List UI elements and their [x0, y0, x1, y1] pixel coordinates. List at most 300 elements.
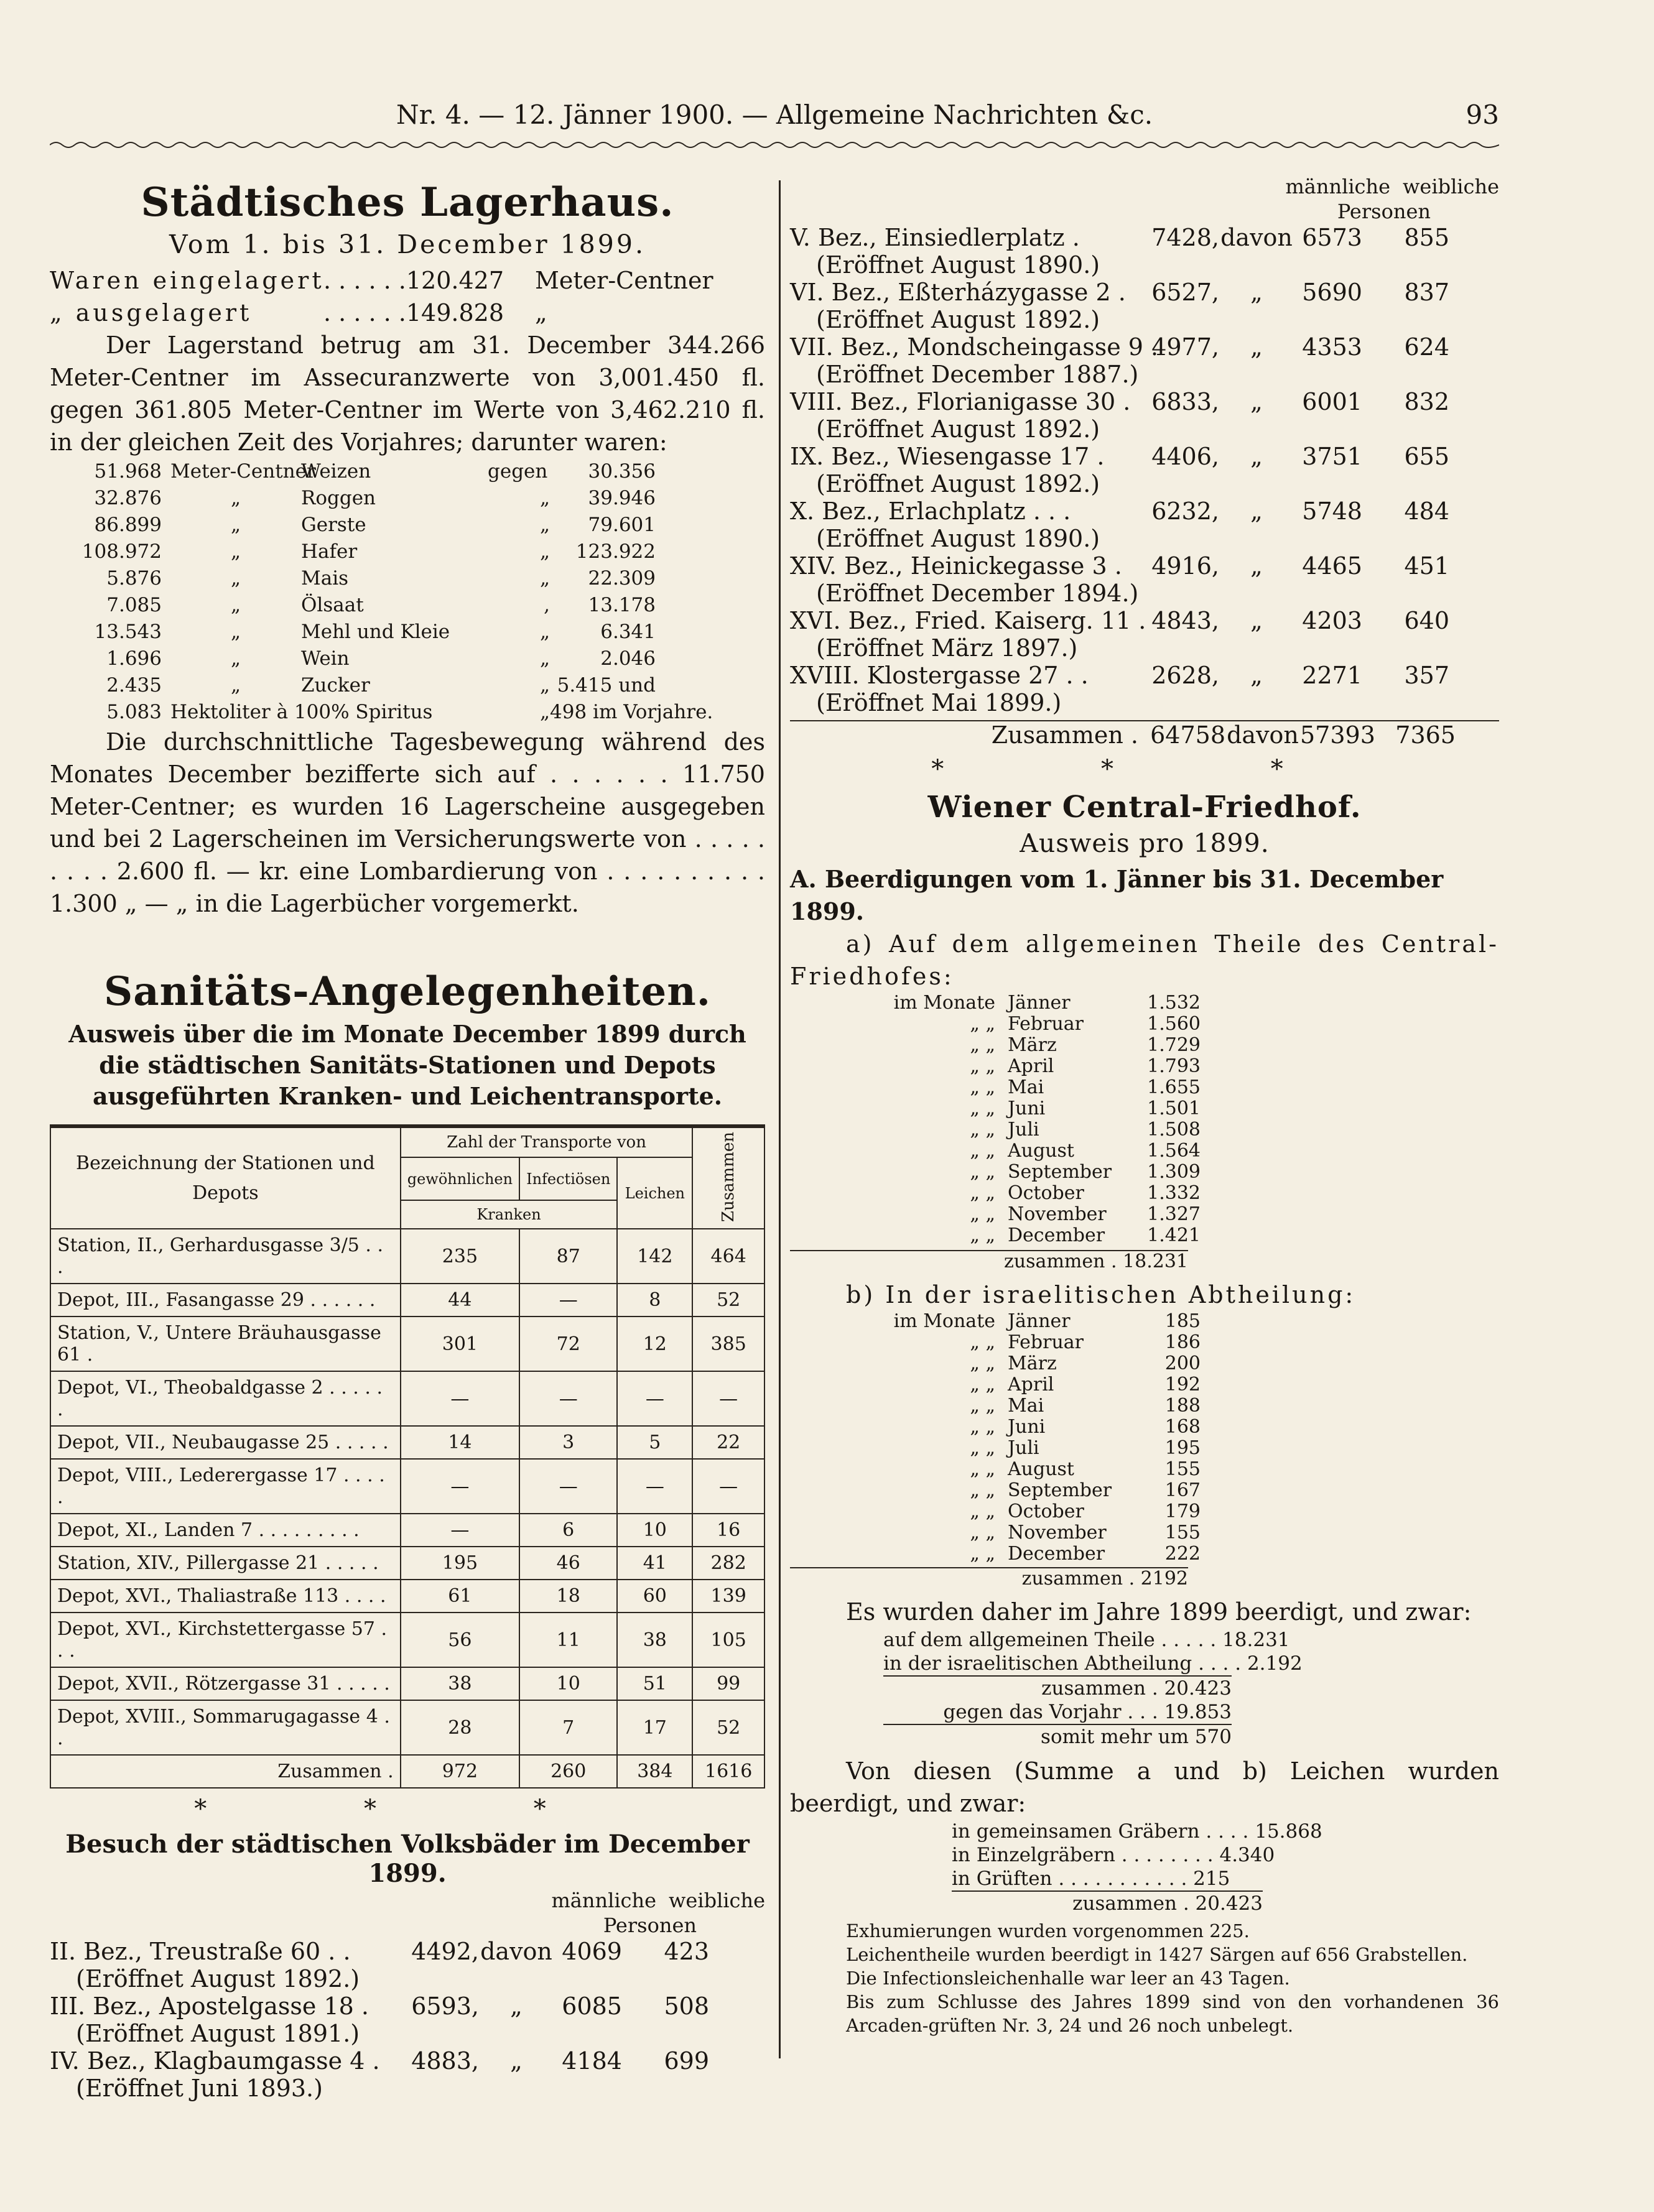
table-row [50, 1613, 764, 1667]
station-name: Depot, XVIII., Sommarugagasse 4 . . [50, 1700, 401, 1755]
baeder-h-m: männliche [551, 1889, 657, 1913]
bath-davon: „ [1250, 497, 1263, 525]
bath-total: 6833, [1151, 388, 1219, 415]
outtake-line [50, 297, 765, 329]
friedhof-total-head: Es wurden daher im Jahre 1899 beerdigt, und zwar: [846, 1598, 1472, 1626]
lagerhaus-paragraph-2: Die durchschnittliche Tagesbewegung während des Monates December bezifferte sich auf . . . . . . 11.750 Meter-Centner; es wurden 16 Lagerscheine ausgegeben und bei 2 Lagerscheinen im Versicherungswerte von . . . . . . . . . 2.600 fl. — kr. eine Lombardierung von . . . . . . . . . . 1.300 „ — „ in die Lagerbücher vorgemerkt. [50, 728, 765, 917]
month-name: November [1008, 1522, 1107, 1543]
goods-qty: 86.899 [94, 514, 162, 536]
page-number: 93 [1466, 99, 1499, 130]
month-row [790, 1311, 1499, 1332]
bath-male: 3751 [1302, 443, 1362, 470]
month-row [790, 1374, 1499, 1395]
month-value: 168 [1164, 1416, 1201, 1438]
month-value: 186 [1164, 1331, 1201, 1353]
goods-row [50, 699, 765, 726]
month-value: 188 [1164, 1395, 1201, 1417]
bath-opened: (Eröffnet December 1887.) [816, 361, 1139, 388]
goods-prev: 13.178 [588, 594, 656, 616]
station-name: Station, II., Gerhardusgasse 3/5 . . . [50, 1229, 401, 1284]
col-infectioes: Infectiösen [519, 1157, 617, 1200]
bath-davon: davon [480, 1938, 552, 1966]
month-label: im Monate [893, 992, 995, 1014]
goods-unit: „ [230, 594, 241, 616]
bath-female: 508 [664, 1992, 709, 2020]
month-name: Juni [1008, 1098, 1046, 1119]
month-row [790, 1056, 1499, 1077]
cell-gew: 301 [401, 1317, 519, 1371]
month-row [790, 1438, 1499, 1459]
table-row [50, 1229, 764, 1284]
month-label: „ „ [970, 1076, 995, 1098]
month-row [790, 1035, 1499, 1056]
cell-inf: 46 [519, 1547, 617, 1580]
bath-name: II. Bez., Treustraße 60 . . [50, 1938, 351, 1966]
bath-name: IX. Bez., Wiesengasse 17 . [790, 443, 1105, 470]
month-label: „ „ [970, 1140, 995, 1162]
cell-gew: — [401, 1371, 519, 1426]
table-row [50, 1547, 764, 1580]
month-name: Juni [1008, 1416, 1046, 1438]
month-value: 222 [1164, 1543, 1201, 1565]
bath-male: 4203 [1302, 607, 1362, 634]
station-name: Depot, VII., Neubaugasse 25 . . . . . [50, 1426, 401, 1459]
month-row [790, 1183, 1499, 1204]
month-name: Juli [1008, 1119, 1039, 1141]
section-separator-right: * * * [931, 755, 1358, 784]
col-leichen: Leichen [617, 1157, 692, 1229]
goods-name: Mais [301, 567, 349, 590]
table-header-row [50, 1126, 764, 1157]
cell-inf: 72 [519, 1317, 617, 1371]
goods-qty: 5.876 [106, 567, 162, 590]
table-row [50, 1580, 764, 1613]
goods-gegen: „ [539, 567, 550, 590]
bath-opened: (Eröffnet August 1892.) [816, 470, 1100, 497]
station-name: Depot, XVI., Kirchstettergasse 57 . . . [50, 1613, 401, 1667]
goods-gegen: gegen [488, 460, 548, 483]
goods-prev: 2.046 [600, 647, 656, 670]
bath-davon: „ [1250, 552, 1263, 580]
month-name: Februar [1008, 1331, 1084, 1353]
baeder-h-personen: Personen [603, 1914, 697, 1938]
goods-qty: 51.968 [94, 460, 162, 483]
total-inf: 260 [519, 1755, 617, 1788]
month-label: „ „ [970, 1034, 995, 1056]
table-row [50, 1426, 764, 1459]
goods-name: Gerste [301, 514, 366, 536]
baeder-total-davon: davon [1227, 721, 1299, 749]
month-label: „ „ [970, 1119, 995, 1141]
bath-davon: „ [1250, 662, 1263, 689]
month-value: 1.332 [1147, 1182, 1201, 1204]
transport-table [50, 1124, 765, 1789]
month-name: December [1008, 1224, 1105, 1246]
note-line: Bis zum Schlusse des Jahres 1899 sind von den vorhandenen 36 Arcaden-grüften Nr. 3, 24 und 26 noch unbelegt. [846, 1991, 1499, 2036]
bath-female: 624 [1404, 333, 1449, 361]
table-row [50, 1317, 764, 1371]
cell-inf: 18 [519, 1580, 617, 1613]
bath-opened: (Eröffnet Mai 1899.) [816, 689, 1062, 716]
month-label: „ „ [970, 1203, 995, 1225]
cell-zus: 99 [692, 1667, 764, 1700]
total-zus: 1616 [692, 1755, 764, 1788]
month-value: 192 [1164, 1374, 1201, 1395]
table-row [50, 1371, 764, 1426]
intake-value: . . . . . .120.427 [323, 267, 504, 294]
station-name: Station, V., Untere Bräuhausgasse 61 . [50, 1317, 401, 1371]
cell-leichen: 142 [617, 1229, 692, 1284]
month-row [790, 1077, 1499, 1098]
goods-row [50, 458, 765, 485]
baeder-total-sum: 64758 [1150, 721, 1225, 749]
cell-inf: 6 [519, 1514, 617, 1547]
month-label: „ „ [970, 1374, 995, 1395]
months-table-a [790, 993, 1499, 1272]
bath-male: 6001 [1302, 388, 1362, 415]
goods-table [50, 458, 765, 726]
month-value: 195 [1164, 1437, 1201, 1459]
month-name: Mai [1008, 1395, 1044, 1417]
lagerhaus-paragraph-1: Der Lagerstand betrug am 31. December 344.266 Meter-Centner im Assecuranzwerte von 3,001.450 fl. gegen 361.805 Meter-Centner im Werte von 3,462.210 fl. in der gleichen Zeit des Vorjahres; darunter waren: [50, 331, 765, 456]
cell-zus: 139 [692, 1580, 764, 1613]
month-row [790, 1353, 1499, 1374]
month-name: October [1008, 1501, 1084, 1522]
month-row [790, 1501, 1499, 1522]
bath-total: 2628, [1151, 662, 1219, 689]
goods-prev: 22.309 [588, 567, 656, 590]
goods-row [50, 619, 765, 646]
goods-qty: 13.543 [94, 621, 162, 643]
bath-male: 4353 [1302, 333, 1362, 361]
bath-total: 6232, [1151, 497, 1219, 525]
goods-gegen: „ [539, 621, 550, 643]
baeder-h-personen-right: Personen [1337, 200, 1431, 223]
bath-opened: (Eröffnet December 1894.) [816, 580, 1139, 607]
cell-inf: 11 [519, 1613, 617, 1667]
lagerhaus-subtitle: Vom 1. bis 31. December 1899. [169, 229, 646, 259]
bath-female: 451 [1404, 552, 1449, 580]
bath-female: 484 [1404, 497, 1449, 525]
month-name: August [1008, 1458, 1074, 1480]
month-value: 200 [1164, 1353, 1201, 1374]
month-row [790, 1014, 1499, 1035]
goods-gegen: , [544, 594, 550, 616]
baeder-total-male: 57393 [1300, 721, 1375, 749]
bath-female: 640 [1404, 607, 1449, 634]
goods-qty: 1.696 [106, 647, 162, 670]
goods-unit: „ [230, 540, 241, 563]
bath-opened: (Eröffnet März 1897.) [816, 634, 1078, 662]
total-line: auf dem allgemeinen Theile . . . . . 18.231 [883, 1629, 1290, 1651]
col-gewoehnlich: gewöhnlichen [401, 1157, 519, 1200]
month-label: „ „ [970, 1224, 995, 1246]
month-row [790, 1332, 1499, 1353]
station-name: Depot, XVII., Rötzergasse 31 . . . . . [50, 1667, 401, 1700]
month-name: Juli [1008, 1437, 1039, 1459]
goods-prev: 6.341 [600, 621, 656, 643]
bath-male: 5748 [1302, 497, 1362, 525]
cell-leichen: 60 [617, 1580, 692, 1613]
list-item [790, 443, 1499, 470]
goods-gegen: „ [539, 487, 550, 509]
sanitaet-subtitle: Ausweis über die im Monate December 1899 durch die städtischen Sanitäts-Stationen und Depots ausgeführten Kranken- und Leichentransporte. [68, 1020, 746, 1110]
note-line: Exhumierungen wurden vorgenommen 225. [846, 1920, 1250, 1941]
bath-name: X. Bez., Erlachplatz . . . [790, 497, 1071, 525]
month-row [790, 993, 1499, 1014]
month-label: „ „ [970, 1416, 995, 1438]
month-label: „ „ [970, 1331, 995, 1353]
friedhof-a-head: A. Beerdigungen vom 1. Jänner bis 31. December 1899. [790, 865, 1444, 925]
goods-unit: Hektoliter à 100% Spiritus [170, 701, 433, 723]
goods-unit: „ [230, 674, 241, 696]
intake-line [50, 264, 765, 297]
goods-gegen: „ [539, 674, 550, 696]
month-name: November [1008, 1203, 1107, 1225]
goods-prev: 30.356 [588, 460, 656, 483]
cell-zus: 282 [692, 1547, 764, 1580]
list-item [50, 1938, 765, 1965]
table-row [50, 1514, 764, 1547]
cell-zus: 52 [692, 1284, 764, 1317]
cell-inf: — [519, 1371, 617, 1426]
friedhof-subtitle: Ausweis pro 1899. [1020, 828, 1270, 858]
col-zusammen: Zusammen [692, 1126, 764, 1229]
bath-opened: (Eröffnet August 1892.) [816, 306, 1100, 333]
cell-zus: 22 [692, 1426, 764, 1459]
bath-total: 4916, [1151, 552, 1219, 580]
month-value: 1.309 [1147, 1161, 1201, 1183]
cell-inf: 10 [519, 1667, 617, 1700]
bath-name: IV. Bez., Klagbaumgasse 4 . [50, 2047, 380, 2075]
month-name: März [1008, 1034, 1057, 1056]
note-line: Die Infectionsleichenhalle war leer an 43 Tagen. [846, 1968, 1290, 1989]
cell-gew: 56 [401, 1613, 519, 1667]
goods-unit: „ [230, 621, 241, 643]
bath-female: 699 [664, 2047, 709, 2075]
bath-male: 4465 [1302, 552, 1362, 580]
list-item [790, 279, 1499, 306]
cell-gew: 44 [401, 1284, 519, 1317]
bath-opened: (Eröffnet August 1892.) [76, 1965, 360, 1993]
bath-davon: „ [1250, 279, 1263, 306]
total-label: Zusammen . [50, 1755, 401, 1788]
cell-leichen: — [617, 1459, 692, 1514]
month-row [790, 1543, 1499, 1565]
bath-female: 832 [1404, 388, 1449, 415]
goods-row [50, 672, 765, 699]
friedhof-b-sub: b) In der israelitischen Abtheilung: [846, 1281, 1356, 1308]
cell-zus: 464 [692, 1229, 764, 1284]
bath-female: 655 [1404, 443, 1449, 470]
cell-gew: 235 [401, 1229, 519, 1284]
months-sum-b: zusammen . 2192 [790, 1567, 1188, 1590]
month-label: „ „ [970, 1458, 995, 1480]
grave-line: zusammen . 20.423 [952, 1890, 1263, 1915]
bath-total: 4492, [411, 1938, 479, 1966]
outtake-unit: „ [535, 299, 547, 326]
bath-name: XIV. Bez., Heinickegasse 3 . [790, 552, 1122, 580]
table-row [50, 1700, 764, 1755]
goods-gegen: „ [539, 647, 550, 670]
month-name: April [1008, 1374, 1054, 1395]
goods-row [50, 592, 765, 619]
total-line: zusammen . 20.423 [883, 1675, 1232, 1700]
bath-davon: „ [1250, 333, 1263, 361]
baeder-h-w: weibliche [669, 1889, 765, 1913]
goods-prev: 5.415 und [557, 674, 656, 696]
goods-prev: 39.946 [588, 487, 656, 509]
bath-davon: „ [1250, 388, 1263, 415]
goods-gegen: „ [539, 514, 550, 536]
cell-leichen: 41 [617, 1547, 692, 1580]
month-row [790, 1417, 1499, 1438]
friedhof-totals [790, 1628, 1499, 1749]
goods-unit: „ [230, 487, 241, 509]
cell-gew: 28 [401, 1700, 519, 1755]
intake-unit: Meter-Centner [535, 267, 713, 294]
cell-leichen: 10 [617, 1514, 692, 1547]
cell-gew: 195 [401, 1547, 519, 1580]
bath-opened: (Eröffnet August 1892.) [816, 415, 1100, 443]
cell-gew: — [401, 1514, 519, 1547]
bath-total: 4883, [411, 2047, 479, 2075]
bath-female: 837 [1404, 279, 1449, 306]
col-zahl: Zahl der Transporte von [401, 1126, 693, 1157]
goods-name: Ölsaat [301, 594, 364, 616]
cell-leichen: 38 [617, 1613, 692, 1667]
goods-row [50, 485, 765, 512]
station-name: Depot, VIII., Lederergasse 17 . . . . . [50, 1459, 401, 1514]
note-line: Leichentheile wurden beerdigt in 1427 Särgen auf 656 Grabstellen. [846, 1944, 1468, 1965]
cell-zus: — [692, 1459, 764, 1514]
goods-row [50, 539, 765, 565]
cell-inf: 7 [519, 1700, 617, 1755]
list-item [790, 662, 1499, 689]
page-header [50, 93, 1499, 137]
bath-name: XVIII. Klostergasse 27 . . [790, 662, 1089, 689]
list-item [50, 1992, 765, 2020]
lagerhaus-title: Städtisches Lagerhaus. [141, 179, 674, 226]
right-column [790, 174, 1499, 2037]
outtake-value: . . . . . .149.828 [323, 299, 504, 326]
total-leichen: 384 [617, 1755, 692, 1788]
intake-label: Waren eingelagert [50, 267, 325, 294]
month-label: „ „ [970, 1543, 995, 1565]
month-name: September [1008, 1479, 1112, 1501]
goods-qty: 7.085 [106, 594, 162, 616]
column-divider [779, 180, 781, 2058]
month-row [790, 1141, 1499, 1162]
bath-total: 4406, [1151, 443, 1219, 470]
cell-leichen: — [617, 1371, 692, 1426]
goods-name: Roggen [301, 487, 376, 509]
baeder-title: Besuch der städtischen Volksbäder im December 1899. [65, 1830, 750, 1889]
month-name: December [1008, 1543, 1105, 1565]
bath-name: VI. Bez., Eßterházygasse 2 . [790, 279, 1126, 306]
cell-leichen: 17 [617, 1700, 692, 1755]
grave-line: in gemeinsamen Gräbern . . . . 15.868 [952, 1820, 1322, 1843]
cell-zus: 385 [692, 1317, 764, 1371]
month-name: August [1008, 1140, 1074, 1162]
list-item [790, 607, 1499, 634]
cell-inf: — [519, 1284, 617, 1317]
month-value: 179 [1164, 1501, 1201, 1522]
cell-zus: — [692, 1371, 764, 1426]
bath-name: VII. Bez., Mondscheingasse 9 . [790, 333, 1159, 361]
bath-davon: „ [510, 2047, 523, 2075]
bath-name: III. Bez., Apostelgasse 18 . [50, 1992, 369, 2020]
total-line: in der israelitischen Abtheilung . . . . 2.192 [883, 1652, 1303, 1675]
goods-qty: 5.083 [106, 701, 162, 723]
station-name: Depot, VI., Theobaldgasse 2 . . . . . . [50, 1371, 401, 1426]
month-name: Jänner [1008, 992, 1071, 1014]
month-name: Jänner [1008, 1310, 1071, 1332]
goods-qty: 32.876 [94, 487, 162, 509]
cell-gew: 61 [401, 1580, 519, 1613]
bath-opened: (Eröffnet August 1890.) [816, 525, 1100, 552]
month-row [790, 1522, 1499, 1543]
cell-zus: 52 [692, 1700, 764, 1755]
baeder-col-headers-right [790, 174, 1499, 199]
list-item [790, 333, 1499, 361]
cell-zus: 16 [692, 1514, 764, 1547]
month-value: 185 [1164, 1310, 1201, 1332]
goods-name: Wein [301, 647, 350, 670]
month-value: 155 [1164, 1522, 1201, 1543]
friedhof-notes [790, 1919, 1499, 2037]
bath-male: 5690 [1302, 279, 1362, 306]
baeder-h-m-right: männliche [1285, 175, 1391, 198]
col-bezeichnung: Bezeichnung der Stationen und Depots [50, 1126, 401, 1229]
bath-name: VIII. Bez., Florianigasse 30 . [790, 388, 1131, 415]
cell-inf: 3 [519, 1426, 617, 1459]
month-value: 1.560 [1147, 1013, 1201, 1035]
bath-female: 357 [1404, 662, 1449, 689]
month-row [790, 1162, 1499, 1183]
bath-male: 6573 [1302, 224, 1362, 251]
month-row [790, 1395, 1499, 1417]
sanitaet-title: Sanitäts-Angelegenheiten. [103, 968, 712, 1015]
month-label: „ „ [970, 1437, 995, 1459]
station-name: Depot, III., Fasangasse 29 . . . . . . [50, 1284, 401, 1317]
total-line: gegen das Vorjahr . . . 19.853 [943, 1701, 1232, 1723]
goods-name: Weizen [301, 460, 371, 483]
grave-line: in Einzelgräbern . . . . . . . . 4.340 [952, 1844, 1275, 1866]
month-value: 1.501 [1147, 1098, 1201, 1119]
bath-total: 4843, [1151, 607, 1219, 634]
cell-inf: 87 [519, 1229, 617, 1284]
cell-leichen: 5 [617, 1426, 692, 1459]
month-label: „ „ [970, 1182, 995, 1204]
month-value: 155 [1164, 1458, 1201, 1480]
month-value: 1.564 [1147, 1140, 1201, 1162]
bath-male: 6085 [562, 1992, 622, 2020]
goods-name: Hafer [301, 540, 358, 563]
table-row [50, 1459, 764, 1514]
cell-gew: 38 [401, 1667, 519, 1700]
month-value: 1.532 [1147, 992, 1201, 1014]
months-sum-a: zusammen . 18.231 [790, 1250, 1188, 1272]
month-name: Februar [1008, 1013, 1084, 1035]
month-label: „ „ [970, 1098, 995, 1119]
month-label: „ „ [970, 1479, 995, 1501]
cell-zus: 105 [692, 1613, 764, 1667]
baeder-h-w-right: weibliche [1403, 175, 1499, 198]
goods-unit: „ [230, 514, 241, 536]
goods-prev: 123.922 [575, 540, 656, 563]
friedhof-a-sub: a) Auf dem allgemeinen Theile des Central-Friedhofes: [790, 930, 1499, 990]
